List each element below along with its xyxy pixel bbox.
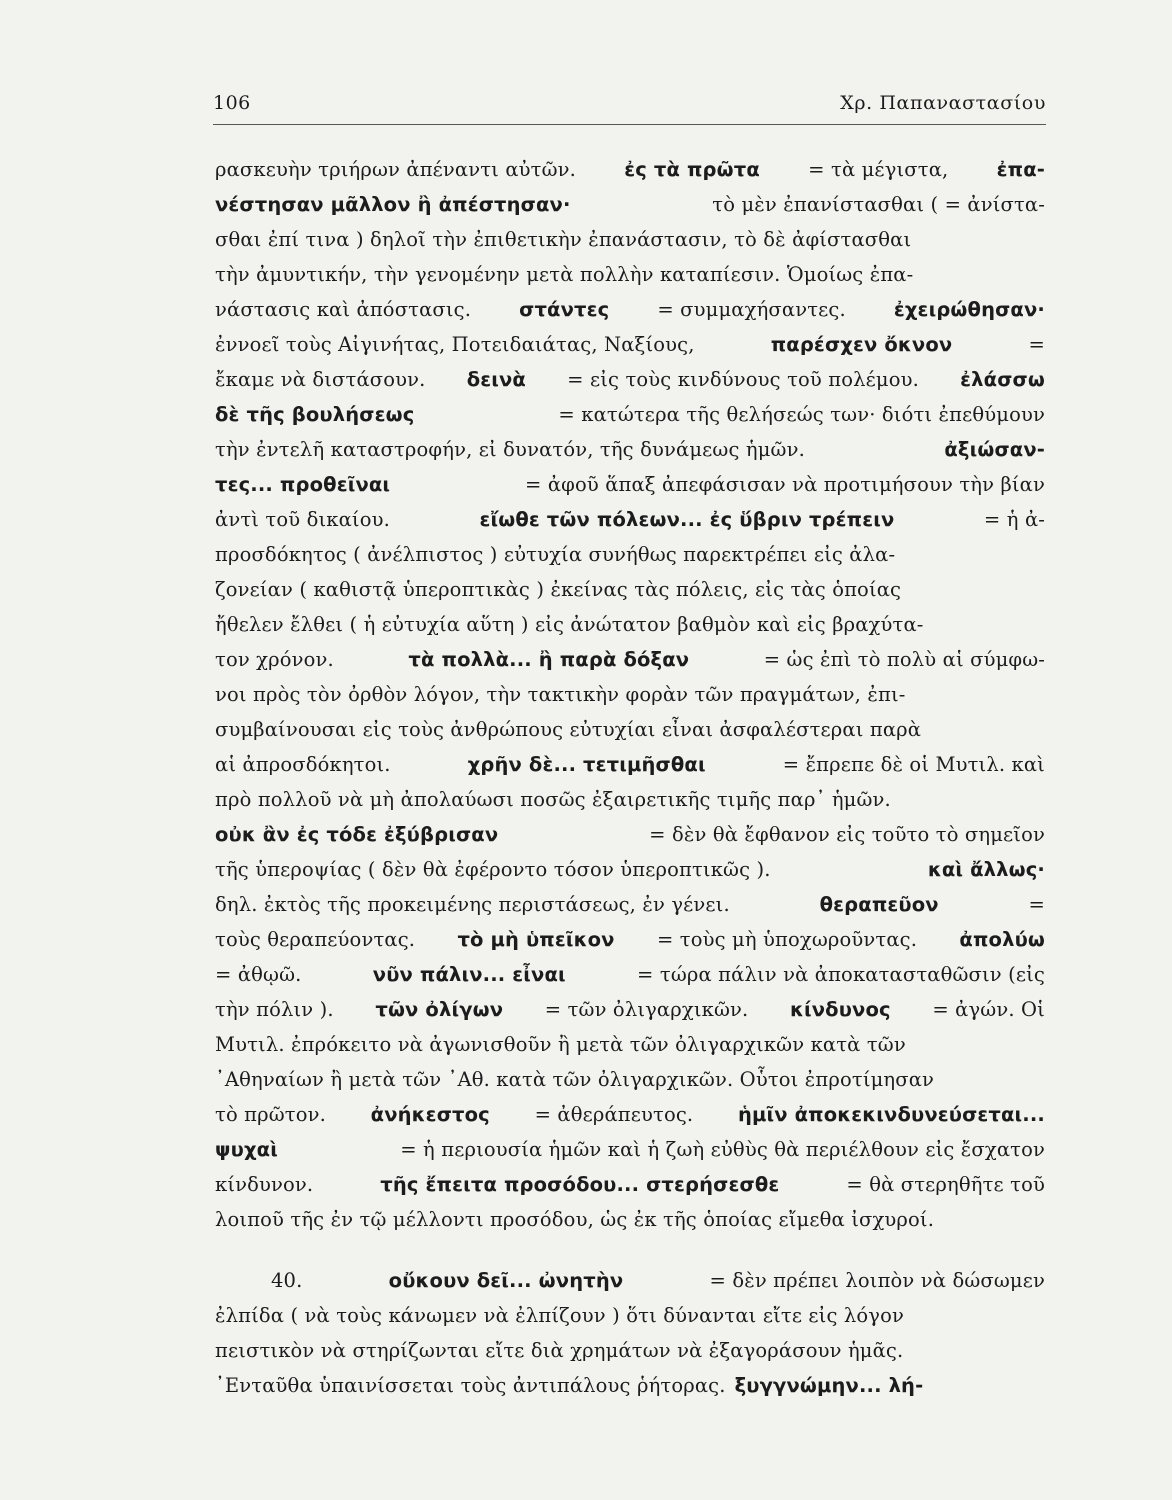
text-line xyxy=(215,642,1045,677)
gloss-text: προσδόκητος ( ἀνέλπιστος ) εὐτυχία συνήθως παρεκτρέπει εἰς ἀλα- xyxy=(215,543,896,566)
lemma-bold: ἡμῖν ἀποκεκινδυνεύσεται... xyxy=(737,1103,1045,1126)
lemma-bold: ξυγγνώμην... λή- xyxy=(734,1374,924,1397)
header-rule xyxy=(213,124,1046,125)
text-line xyxy=(215,1132,1045,1167)
gloss-text: = δὲν θὰ ἔφθανον εἰς τοῦτο τὸ σημεῖον xyxy=(649,823,1045,846)
gloss-text: σθαι ἐπί τινα ) δηλοῖ τὴν ἐπιθετικὴν ἐπανάστασιν, τὸ δὲ ἀφίστασθαι xyxy=(215,228,912,251)
lemma-bold: ψυχαὶ xyxy=(215,1138,278,1161)
gloss-text: = ἀθεράπευτος. xyxy=(534,1103,694,1126)
text-line xyxy=(215,1027,1045,1062)
text-line xyxy=(215,502,1045,537)
lemma-bold: παρέσχεν ὄκνον xyxy=(770,333,953,356)
text-line xyxy=(215,222,1045,257)
gloss-text: ἀντὶ τοῦ δικαίου. xyxy=(215,508,390,531)
gloss-text: = κατώτερα τῆς θελήσεώς των· διότι ἐπεθύμουν xyxy=(558,403,1045,426)
gloss-text: κίνδυνον. xyxy=(215,1173,314,1196)
lemma-bold: οὔκουν δεῖ... ὠνητὴν xyxy=(388,1269,624,1292)
gloss-text: λοιποῦ τῆς ἐν τῷ μέλλοντι προσόδου, ὡς ἐκ τῆς ὁποίας εἴμεθα ἰσχυροί. xyxy=(215,1208,935,1231)
lemma-bold: νέστησαν μᾶλλον ἢ ἀπέστησαν· xyxy=(215,193,571,216)
gloss-text: = ἡ ἀ- xyxy=(983,508,1045,531)
text-line xyxy=(215,187,1045,222)
text-line xyxy=(215,1202,1045,1237)
text-line xyxy=(215,1167,1045,1202)
gloss-text: = ἀγών. Οἱ xyxy=(932,998,1045,1021)
gloss-text: = xyxy=(1028,893,1045,916)
text-line xyxy=(215,747,1045,782)
text-line xyxy=(215,607,1045,642)
commentary-text xyxy=(215,152,1045,1403)
lemma-bold: ἐπα- xyxy=(996,158,1045,181)
gloss-text: ἐλπίδα ( νὰ τοὺς κάνωμεν νὰ ἐλπίζουν ) ὅτι δύνανται εἴτε εἰς λόγον xyxy=(215,1304,904,1327)
gloss-text: ᾽Αθηναίων ἢ μετὰ τῶν ᾽Αθ. κατὰ τῶν ὀλιγαρχικῶν. Οὗτοι ἐπροτίμησαν xyxy=(215,1068,935,1091)
gloss-text: 40. xyxy=(271,1269,303,1292)
page-number: 106 xyxy=(213,92,251,114)
text-line xyxy=(215,467,1045,502)
gloss-text: αἱ ἀπροσδόκητοι. xyxy=(215,753,391,776)
gloss-text: τὸ μὲν ἐπανίστασθαι ( = ἀνίστα- xyxy=(712,193,1045,216)
gloss-text: τὴν ἀμυντικήν, τὴν γενομένην μετὰ πολλὴν καταπίεσιν. Ὁμοίως ἐπα- xyxy=(215,263,914,286)
lemma-bold: δεινὰ xyxy=(466,368,526,391)
lemma-bold: οὐκ ἂν ἐς τόδε ἐξύβρισαν xyxy=(215,823,499,846)
gloss-text: = ὡς ἐπὶ τὸ πολὺ αἱ σύμφω- xyxy=(763,648,1045,671)
gloss-text: νοι πρὸς τὸν ὀρθὸν λόγον, τὴν τακτικὴν φορὰν τῶν πραγμάτων, ἐπι- xyxy=(215,683,906,706)
text-line xyxy=(215,1062,1045,1097)
gloss-text: = ἀφοῦ ἅπαξ ἀπεφάσισαν νὰ προτιμήσουν τὴν βίαν xyxy=(525,473,1045,496)
gloss-text: πρὸ πολλοῦ νὰ μὴ ἀπολαύωσι ποσῶς ἐξαιρετικῆς τιμῆς παρ᾽ ἡμῶν. xyxy=(215,788,891,811)
lemma-bold: τὸ μὴ ὑπεῖκον xyxy=(457,928,615,951)
text-line xyxy=(215,992,1045,1027)
lemma-bold: ἐχειρώθησαν· xyxy=(893,298,1045,321)
paragraph-gap xyxy=(215,1237,1045,1263)
text-line xyxy=(215,1333,1045,1368)
gloss-text: τοὺς θεραπεύοντας. xyxy=(215,928,416,951)
gloss-text: συμβαίνουσαι εἰς τοὺς ἀνθρώπους εὐτυχίαι εἶναι ἀσφαλέστεραι παρὰ xyxy=(215,718,922,741)
text-line xyxy=(215,432,1045,467)
text-line xyxy=(215,887,1045,922)
lemma-bold: στάντες xyxy=(519,298,610,321)
lemma-bold: κίνδυνος xyxy=(789,998,891,1021)
gloss-text: ᾽Ενταῦθα ὑπαινίσσεται τοὺς ἀντιπάλους ῥήτορας. xyxy=(215,1374,726,1397)
gloss-text: ἐννοεῖ τοὺς Αἰγινήτας, Ποτειδαιάτας, Ναξίους, xyxy=(215,333,695,356)
lemma-bold: καὶ ἄλλως· xyxy=(927,858,1045,881)
text-line xyxy=(215,537,1045,572)
gloss-text: = τώρα πάλιν νὰ ἀποκατασταθῶσιν (εἰς xyxy=(637,963,1045,986)
lemma-bold: τες... προθεῖναι xyxy=(215,473,391,496)
gloss-text: = ἡ περιουσία ἡμῶν καὶ ἡ ζωὴ εὐθὺς θὰ περιέλθουν εἰς ἔσχατον xyxy=(400,1138,1045,1161)
lemma-bold: τῆς ἔπειτα προσόδου... στερήσεσθε xyxy=(380,1173,780,1196)
gloss-text: τὴν ἐντελῆ καταστροφήν, εἰ δυνατόν, τῆς δυνάμεως ἡμῶν. xyxy=(215,438,805,461)
gloss-text: = δὲν πρέπει λοιπὸν νὰ δώσωμεν xyxy=(709,1269,1045,1292)
gloss-text: ρασκευὴν τριήρων ἀπέναντι αὐτῶν. xyxy=(215,158,576,181)
lemma-bold: ἀξιώσαν- xyxy=(944,438,1045,461)
lemma-bold: νῦν πάλιν... εἶναι xyxy=(372,963,566,986)
text-line xyxy=(215,1298,1045,1333)
lemma-bold: ἐλάσσω xyxy=(960,368,1045,391)
text-line xyxy=(215,397,1045,432)
gloss-text: τὸ πρῶτον. xyxy=(215,1103,326,1126)
gloss-text: = συμμαχήσαντες. xyxy=(657,298,846,321)
text-line xyxy=(215,712,1045,747)
gloss-text: δηλ. ἐκτὸς τῆς προκειμένης περιστάσεως, ἐν γένει. xyxy=(215,893,730,916)
gloss-text: = τὰ μέγιστα, xyxy=(808,158,949,181)
gloss-text: ἤθελεν ἔλθει ( ἡ εὐτυχία αὕτη ) εἰς ἀνώτατον βαθμὸν καὶ εἰς βραχύτα- xyxy=(215,613,924,636)
text-line xyxy=(215,572,1045,607)
text-line xyxy=(215,922,1045,957)
gloss-text: ζονείαν ( καθιστᾷ ὑπεροπτικὰς ) ἐκείνας τὰς πόλεις, εἰς τὰς ὁποίας xyxy=(215,578,902,601)
lemma-bold: τῶν ὀλίγων xyxy=(375,998,504,1021)
lemma-bold: χρῆν δὲ... τετιμῆσθαι xyxy=(467,753,706,776)
lemma-bold: ἐς τὰ πρῶτα xyxy=(624,158,760,181)
lemma-bold: θεραπεῦον xyxy=(819,893,939,916)
gloss-text: = xyxy=(1028,333,1045,356)
gloss-text: τὴν πόλιν ). xyxy=(215,998,334,1021)
gloss-text: = ἀθῳῶ. xyxy=(215,963,302,986)
text-line xyxy=(215,817,1045,852)
lemma-bold: εἴωθε τῶν πόλεων... ἐς ὕβριν τρέπειν xyxy=(479,508,895,531)
gloss-text: ἔκαμε νὰ διστάσουν. xyxy=(215,368,426,391)
text-line xyxy=(215,677,1045,712)
gloss-text: = τῶν ὀλιγαρχικῶν. xyxy=(544,998,749,1021)
gloss-text: = τοὺς μὴ ὑποχωροῦντας. xyxy=(656,928,918,951)
text-line xyxy=(215,292,1045,327)
text-line xyxy=(215,152,1045,187)
lemma-bold: τὰ πολλὰ... ἢ παρὰ δόξαν xyxy=(408,648,690,671)
text-line xyxy=(215,1097,1045,1132)
gloss-text: πειστικὸν νὰ στηρίζωνται εἴτε διὰ χρημάτων νὰ ἐξαγοράσουν ἡμᾶς. xyxy=(215,1339,904,1362)
lemma-bold: δὲ τῆς βουλήσεως xyxy=(215,403,415,426)
text-line xyxy=(215,327,1045,362)
text-line xyxy=(215,362,1045,397)
gloss-text: = ἔπρεπε δὲ οἱ Μυτιλ. καὶ xyxy=(782,753,1045,776)
gloss-text: = θὰ στερηθῆτε τοῦ xyxy=(846,1173,1045,1196)
text-line xyxy=(215,257,1045,292)
text-line xyxy=(215,852,1045,887)
text-line xyxy=(215,1263,1045,1298)
text-line xyxy=(215,782,1045,817)
gloss-text: Μυτιλ. ἐπρόκειτο νὰ ἀγωνισθοῦν ἢ μετὰ τῶν ὀλιγαρχικῶν κατὰ τῶν xyxy=(215,1033,906,1056)
lemma-bold: ἀνήκεστος xyxy=(370,1103,490,1126)
running-head: Χρ. Παπαναστασίου xyxy=(840,92,1046,114)
gloss-text: τον χρόνον. xyxy=(215,648,334,671)
text-line xyxy=(215,957,1045,992)
gloss-text: = εἰς τοὺς κινδύνους τοῦ πολέμου. xyxy=(567,368,919,391)
gloss-text: νάστασις καὶ ἀπόστασις. xyxy=(215,298,472,321)
lemma-bold: ἀπολύω xyxy=(959,928,1045,951)
gloss-text: τῆς ὑπεροψίας ( δὲν θὰ ἐφέροντο τόσον ὑπεροπτικῶς ). xyxy=(215,858,771,881)
text-line xyxy=(215,1368,1045,1403)
page-header xyxy=(213,88,1046,124)
